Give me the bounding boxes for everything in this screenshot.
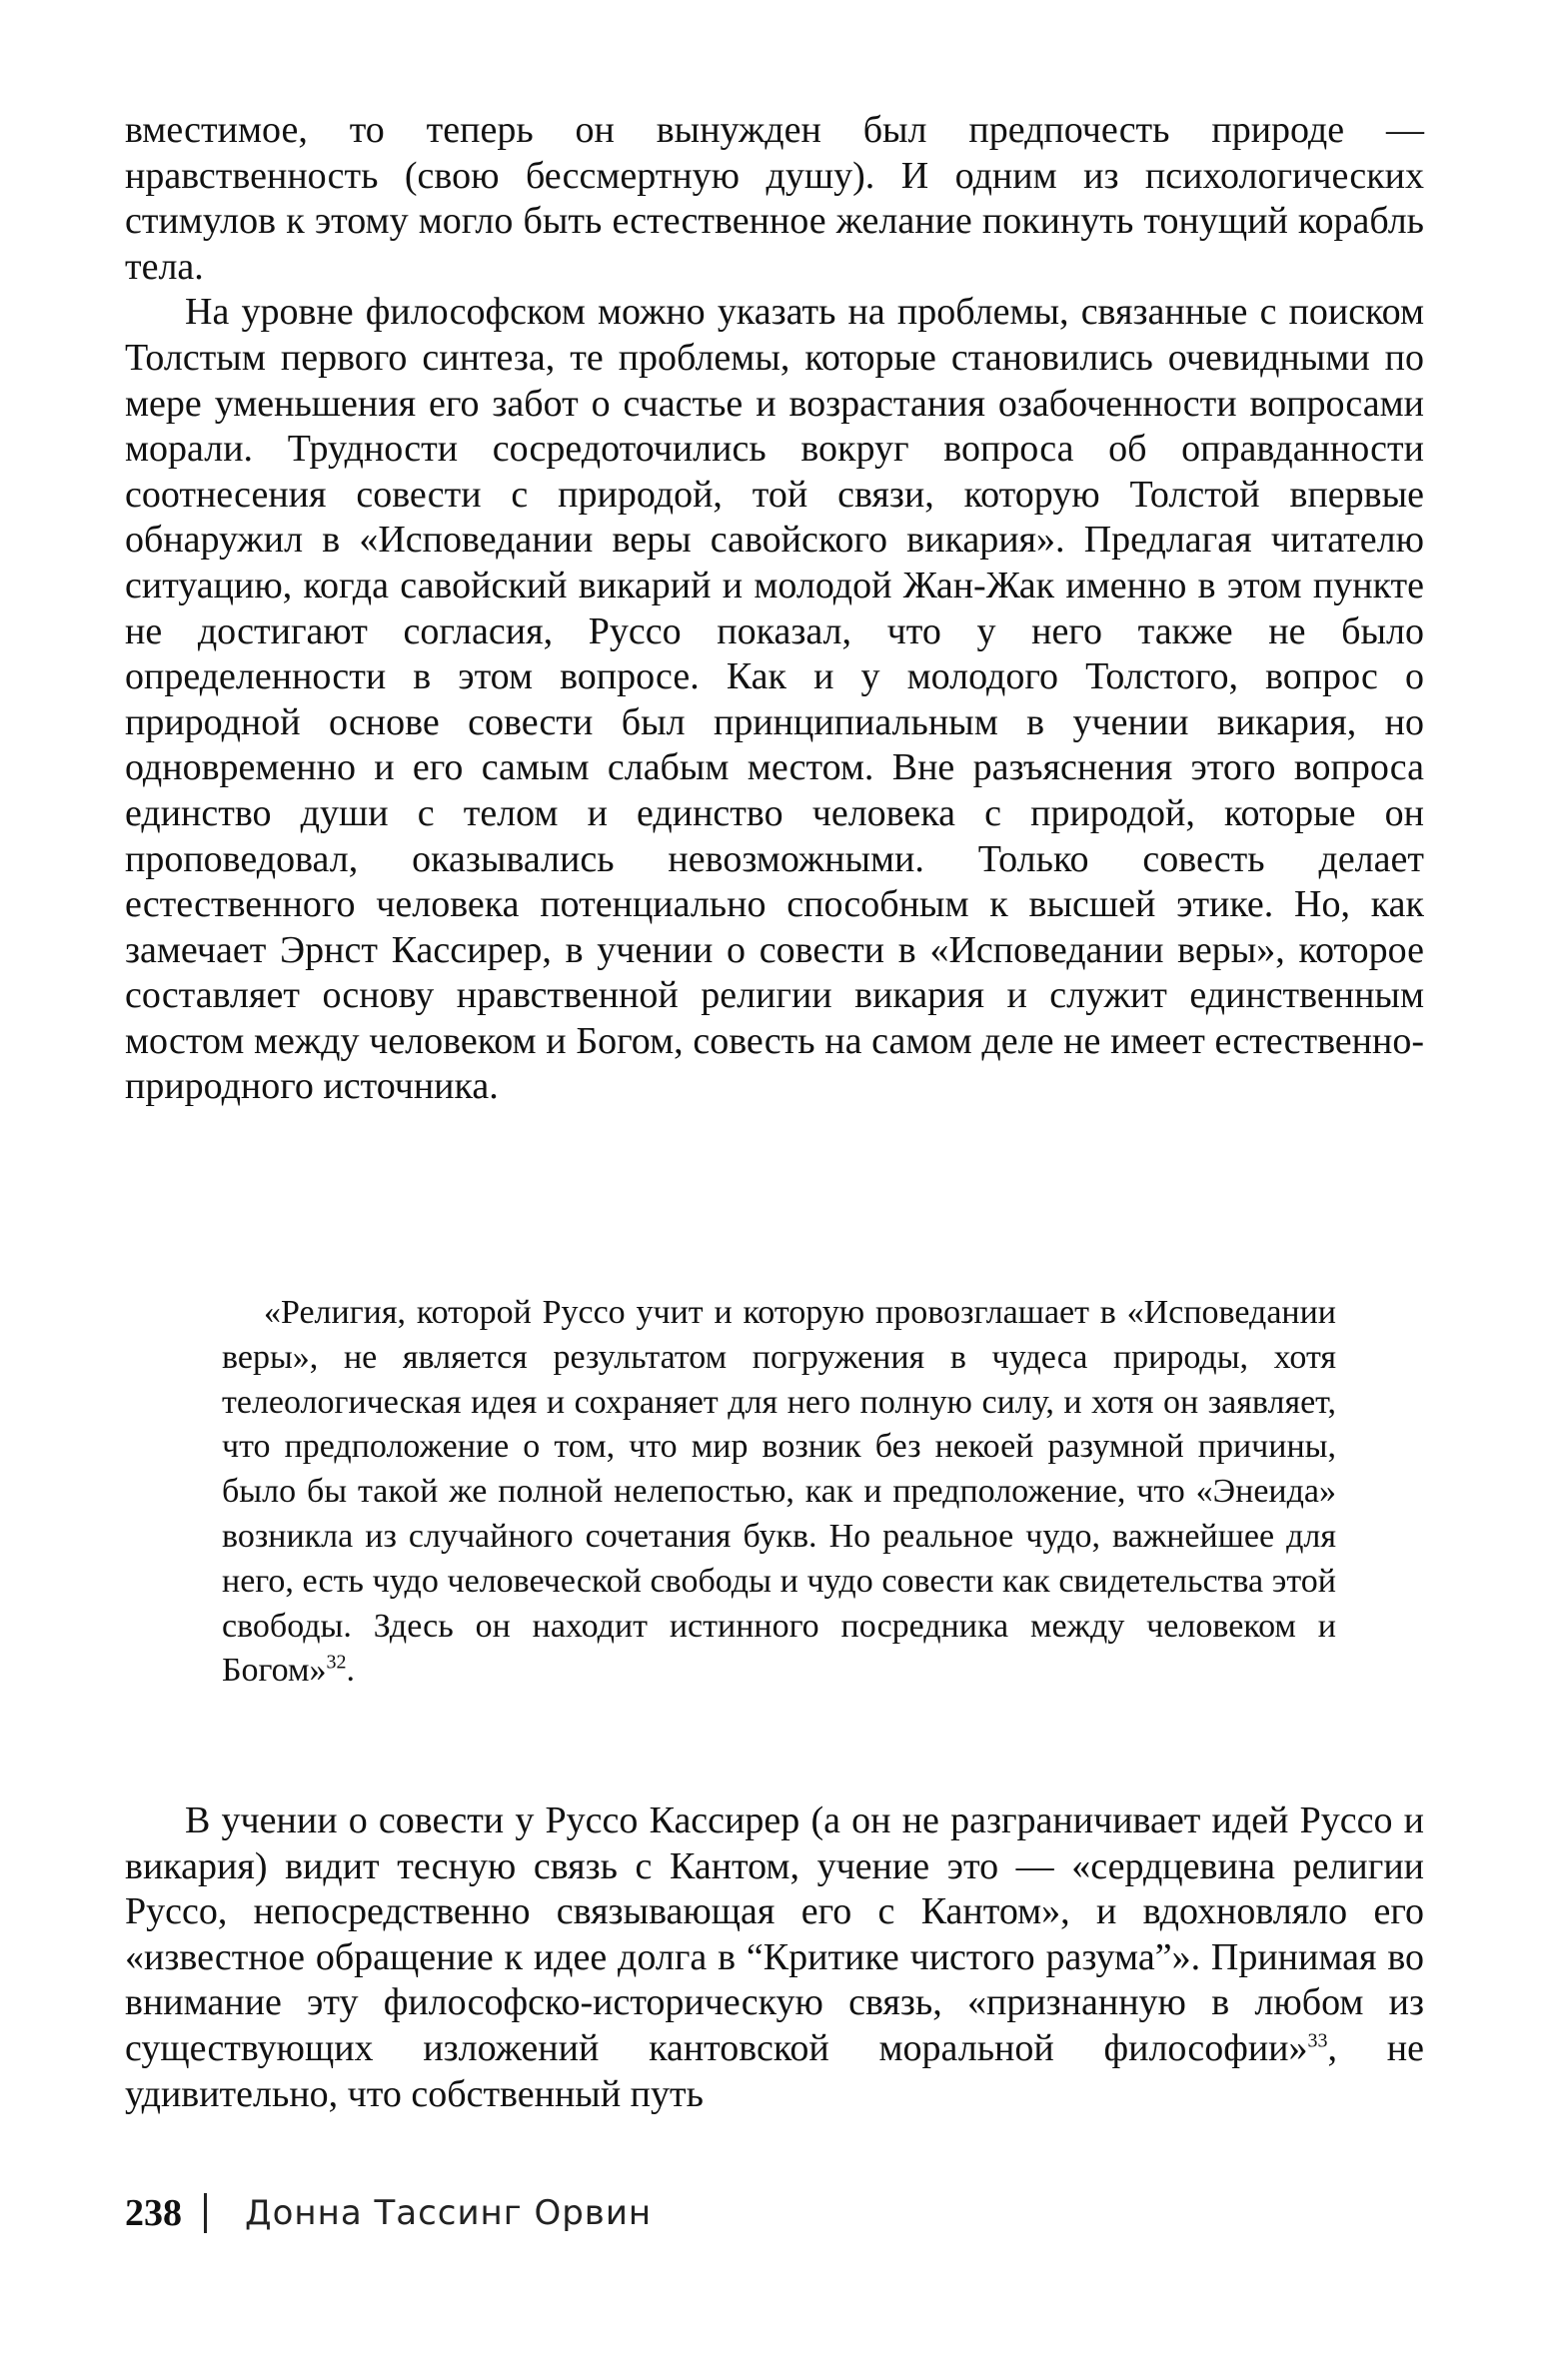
page-number: 238 [125, 2192, 182, 2234]
footnote-marker: 33 [1307, 2029, 1328, 2052]
quote-paragraph [222, 1291, 1336, 1694]
paragraph: На уровне философском можно указать на проблемы, связанные с поиском Толстым первого синтеза, те проблемы, которые становились очевидными по мере уменьшения его забот о счастье и возрастания озабоченности вопросами морали. Трудности сосредоточились вокруг вопроса об оправданности соотнесения совести с природой, той связи, которую Толстой впервые обнаружил в «Исповедании веры савойского викария». Предлагая читателю ситуацию, когда савойский викарий и молодой Жан-Жак именно в этом пункте не достигают согласия, Руссо показал, что у него также не было определенности в этом вопросе. Как и у молодого Толстого, вопрос о природной основе совести был принципиальным в учении викария, но одновременно и его самым слабым местом. Вне разъяснения этого вопроса единство души с телом и единство человека с природой, которые он проповедовал, оказывались невозможными. Только совесть делает естественного человека потенциально способным к высшей этике. Но, как замечает Эрнст Кассирер, в учении о совести в «Исповедании веры», которое составляет основу нравственной религии викария и служит единственным мостом между человеком и Богом, совесть на самом деле не имеет естественно-природного источника. [125, 291, 1424, 1108]
footer-divider [204, 2193, 207, 2233]
page-footer [125, 2188, 652, 2238]
quote-text: «Религия, которой Руссо учит и которую провозглашает в «Исповедании веры», не является результатом погружения в чудеса природы, хотя телеологическая идея и сохраняет для него полную силу, и хотя он заявляет, что предположение о том, что мир возник без некоей разумной причины, было бы такой же полной нелепостью, как и предположение, что «Энеида» возникла из случайного сочетания букв. Но реальное чудо, важнейшее для него, есть чудо человеческой свободы и чудо совести как свидетельства этой свободы. Здесь он находит истинного посредника между человеком и Богом» [222, 1294, 1336, 1690]
paragraph-continuation: вместимое, то теперь он вынужден был предпочесть природе — нравственность (свою бессмертную душу). И одним из психологических стимулов к этому могло быть естественное желание покинуть тонущий корабль тела. [125, 109, 1424, 288]
block-quote [222, 1291, 1336, 1694]
paragraph-text-end: , не удивительно, что собственный путь [125, 2026, 1425, 2115]
main-text-bottom [125, 1798, 1424, 2117]
footnote-marker: 32 [326, 1652, 347, 1675]
running-title: Донна Тассинг Орвин [245, 2193, 653, 2233]
main-text-top [125, 108, 1424, 1110]
paragraph [125, 1798, 1424, 2117]
paragraph-text: В учении о совести у Руссо Кассирер (а он не разграничивает идей Руссо и викария) видит тесную связь с Кантом, учение это — «сердцевина религии Руссо, непосредственно связывающая его с Кантом», и вдохновляло его «известное обращение к идее долга в “Критике чистого разума”». Принимая во внимание эту философско-историческую связь, «признанную в любом из существующих изложений кантовской моральной философии» [125, 1799, 1424, 2069]
quote-end: . [346, 1652, 355, 1690]
